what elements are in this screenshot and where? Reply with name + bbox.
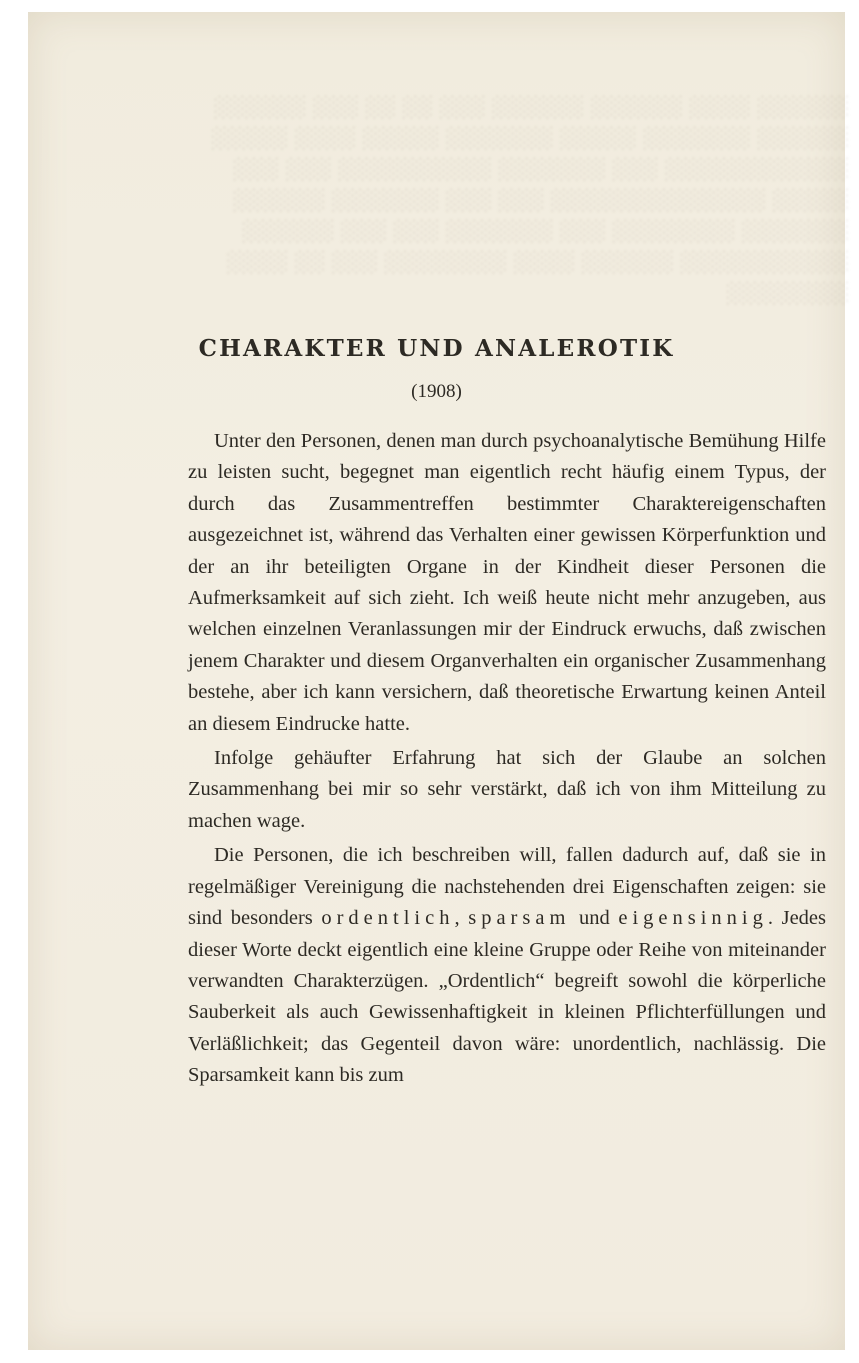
chapter-title: CHARAKTER UND ANALEROTIK — [198, 335, 675, 362]
paragraph-text: . Jedes dieser Worte deckt eigentlich eine kleine Gruppe oder Reihe von miteinander verwandten Charakterzügen. „Ordentlich“ begreift sowohl die körperliche Sauberkeit als auch Gewissenhaftigkeit in kleinen Pflichterfüllungen und Verläßlichkeit; das Gegenteil davon wäre: unordentlich, nachlässig. Die Sparsamkeit kann bis zum — [188, 907, 827, 1087]
paragraph-text: , — [454, 907, 469, 930]
paragraph-text: und — [570, 907, 619, 930]
chapter-year: (1908) — [411, 381, 462, 402]
show-through-text: ░░░░░░ ░░░░ ░░░░░░ ░░░░░░ ░░░ ░░ ░░ ░░░ ░░░░░░ ░░░░░░ ░░░░░░░ ░░░░░ ░░░░░░░ ░░░░░ ░░░░ ░░░░░ ░░░░░░░░░░░░ ░░░ ░░░░░░░ ░░░░░░░░░░ ░░░ ░░░ ░░░░░ ░░░░░░░░░░░░░░ ░░░ ░░░ ░░░░░░░ ░░░░░░ ░░░░░░░ ░░░░░░░░ ░░░ ░░░░░░░ ░░░ ░░░ ░░░░░░ ░░░░░░░░░░░ ░░░░░░ ░░░░ ░░░░░░░░ ░░░ ░░ ░░░░ ░░░░░░░░ — [210, 95, 848, 305]
paragraph — [188, 743, 826, 837]
paragraph-text: Unter den Personen, denen man durch psychoanalytische Bemühung Hilfe zu leisten sucht, begegnet man eigentlich recht häufig einem Typus, der durch das Zusammentreffen bestimmter Charaktereigenschaften ausgezeichnet ist, während das Verhalten einer gewissen Körperfunktion und der an ihr beteiligten Organe in der Kindheit dieser Personen die Aufmerksamkeit auf sich zieht. Ich weiß heute nicht mehr anzugeben, aus welchen einzelnen Veranlassungen mir der Eindruck erwuchs, daß zwischen jenem Charakter und diesem Organverhalten ein organischer Zusammenhang bestehe, aber ich kann versichern, daß theoretische Erwartung keinen Anteil an diesem Eindrucke hatte. — [188, 430, 826, 735]
paragraph-text: Infolge gehäufter Erfahrung hat sich der Glaube an solchen Zusammenhang bei mir so sehr verstärkt, daß ich von ihm Mitteilung zu machen wage. — [188, 747, 826, 832]
paragraph — [188, 426, 826, 740]
book-page — [28, 12, 848, 1350]
paragraph-text: Die Personen, die ich beschreiben will, fallen dadurch auf, daß sie in regelmäßiger Vereinigung die nachstehenden drei Eigenschaften zeigen: sie sind besonders — [188, 844, 826, 930]
body-text — [188, 426, 826, 1095]
emphasized-word: ordentlich — [321, 907, 455, 930]
emphasized-word: sparsam — [468, 907, 571, 930]
paragraph — [188, 840, 826, 1091]
emphasized-word: eigensinnig — [618, 907, 768, 930]
